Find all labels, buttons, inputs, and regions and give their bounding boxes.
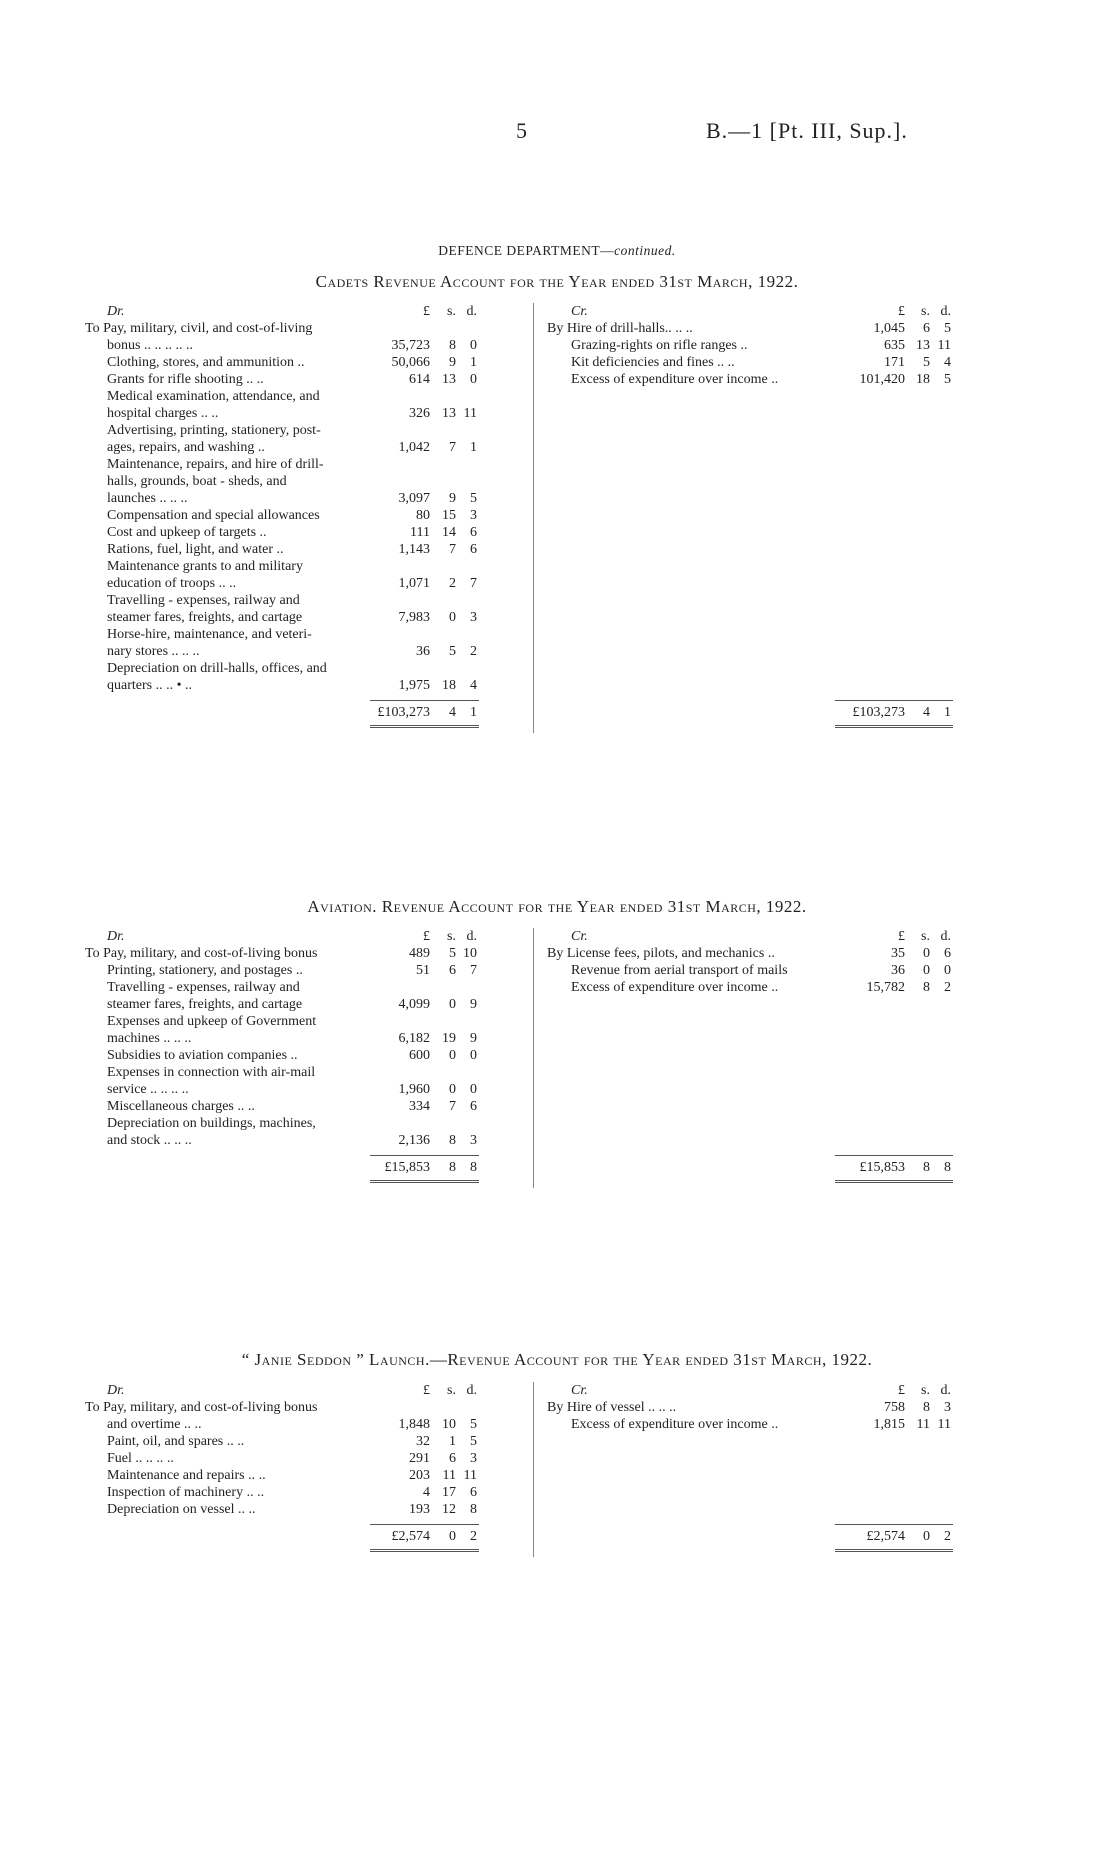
debit-amount-d: 7 (470, 576, 477, 591)
debit-entry-label: Expenses in connection with air-mail (107, 1065, 316, 1080)
credit-total-rule (835, 1524, 953, 1525)
debit-entry-row (85, 1081, 985, 1098)
credit-amount-d: 3 (944, 1400, 951, 1415)
debit-entry-label: To Pay, military, and cost-of-living bonus (85, 946, 318, 961)
debit-entry-label: Maintenance and repairs .. .. (107, 1468, 266, 1483)
debit-amount-d: 5 (470, 1417, 477, 1432)
credit-amount-s: 6 (923, 321, 930, 336)
debit-entry-label: To Pay, military, and cost-of-living bonus (85, 1400, 318, 1415)
dr-cr-divider (533, 928, 534, 1188)
debit-amount-p: 334 (409, 1099, 430, 1114)
debit-entry-row (85, 541, 985, 558)
debit-amount-p: 1,042 (398, 440, 430, 455)
debit-amount-d: 8 (470, 1502, 477, 1517)
debit-amount-s: 12 (442, 1502, 456, 1517)
debit-amount-s: 0 (449, 997, 456, 1012)
debit-entry-label: Clothing, stores, and ammunition .. (107, 355, 305, 370)
credit-total-p: £103,273 (852, 705, 905, 720)
debit-total-d: 2 (470, 1529, 477, 1544)
credit-amount-p: 35 (891, 946, 905, 961)
debit-amount-s: 7 (449, 542, 456, 557)
debit-amount-d: 2 (470, 644, 477, 659)
debit-entry-label: service .. .. .. .. (107, 1082, 189, 1097)
credit-total-row (85, 704, 985, 721)
debit-amount-s: 9 (449, 355, 456, 370)
cr-label: Cr. (571, 304, 588, 319)
debit-amount-p: 291 (409, 1451, 430, 1466)
credit-total-rule (835, 1155, 953, 1156)
debit-amount-p: 51 (416, 963, 430, 978)
debit-entry-label: machines .. .. .. (107, 1031, 192, 1046)
credit-entry-label: Grazing-rights on rifle ranges .. (571, 338, 748, 353)
debit-entry-row (85, 996, 985, 1013)
debit-amount-d: 9 (470, 997, 477, 1012)
credit-currency-header: d. (940, 929, 951, 944)
debit-entry-label: Printing, stationery, and postages .. (107, 963, 303, 978)
debit-amount-d: 7 (470, 963, 477, 978)
aviation-account-title: Aviation. Revenue Account for the Year ended 31st March, 1922. (307, 897, 807, 916)
debit-entry-label: steamer fares, freights, and cartage (107, 610, 303, 625)
debit-amount-d: 4 (470, 678, 477, 693)
debit-amount-p: 1,143 (398, 542, 430, 557)
credit-entry-label: Excess of expenditure over income .. (571, 980, 779, 995)
credit-entry-row (85, 337, 985, 354)
debit-header-row (85, 1382, 985, 1399)
cr-label: Cr. (571, 1383, 588, 1398)
credit-total-d: 2 (944, 1529, 951, 1544)
debit-amount-p: 80 (416, 508, 430, 523)
debit-entry-row (85, 660, 985, 677)
credit-amount-s: 18 (916, 372, 930, 387)
debit-total-double-rule (370, 725, 479, 728)
credit-entry-label: By Hire of vessel .. .. .. (547, 1400, 677, 1415)
debit-entry-row (85, 643, 985, 660)
debit-currency-header: £ (423, 304, 430, 319)
credit-entry-row (85, 354, 985, 371)
debit-entry-label: quarters .. .. • .. (107, 678, 192, 693)
debit-currency-header: d. (466, 1383, 477, 1398)
debit-entry-row (85, 1433, 985, 1450)
debit-entry-label: Medical examination, attendance, and (107, 389, 320, 404)
credit-entry-row (85, 945, 985, 962)
debit-amount-d: 1 (470, 440, 477, 455)
credit-currency-header: £ (898, 1383, 905, 1398)
debit-amount-d: 11 (463, 1468, 477, 1483)
debit-entry-label: nary stores .. .. .. (107, 644, 200, 659)
debit-amount-d: 6 (470, 542, 477, 557)
debit-entry-label: Horse-hire, maintenance, and veteri- (107, 627, 312, 642)
debit-entry-label: Advertising, printing, stationery, post- (107, 423, 321, 438)
credit-amount-d: 5 (944, 321, 951, 336)
credit-amount-d: 0 (944, 963, 951, 978)
credit-amount-s: 0 (923, 946, 930, 961)
credit-total-double-rule (835, 725, 953, 728)
dr-label: Dr. (107, 929, 125, 944)
credit-entry-label: By License fees, pilots, and mechanics .. (547, 946, 775, 961)
debit-currency-header: £ (423, 1383, 430, 1398)
debit-entry-label: Depreciation on vessel .. .. (107, 1502, 256, 1517)
debit-amount-p: 1,848 (398, 1417, 430, 1432)
debit-entry-row (85, 473, 985, 490)
credit-entry-row (85, 1399, 985, 1416)
debit-entry-row (85, 1013, 985, 1030)
debit-entry-row (85, 592, 985, 609)
debit-currency-header: d. (466, 304, 477, 319)
debit-amount-p: 111 (410, 525, 430, 540)
dr-label: Dr. (107, 304, 125, 319)
debit-entry-label: bonus .. .. .. .. .. (107, 338, 193, 353)
debit-header-row (85, 928, 985, 945)
debit-entry-label: Maintenance grants to and military (107, 559, 303, 574)
credit-amount-s: 8 (923, 1400, 930, 1415)
debit-entry-row (85, 1047, 985, 1064)
debit-total-rule (370, 1155, 479, 1156)
debit-amount-p: 489 (409, 946, 430, 961)
credit-entry-row (85, 1416, 985, 1433)
credit-currency-header: d. (940, 1383, 951, 1398)
debit-amount-d: 3 (470, 508, 477, 523)
debit-amount-d: 3 (470, 610, 477, 625)
credit-amount-p: 635 (884, 338, 905, 353)
credit-currency-header: £ (898, 304, 905, 319)
debit-entry-label: Travelling - expenses, railway and (107, 593, 300, 608)
credit-amount-d: 11 (937, 338, 951, 353)
debit-currency-header: s. (447, 304, 456, 319)
debit-total-s: 0 (449, 1529, 456, 1544)
debit-currency-header: s. (447, 929, 456, 944)
credit-total-p: £2,574 (866, 1529, 905, 1544)
debit-entry-label: Travelling - expenses, railway and (107, 980, 300, 995)
debit-amount-p: 2,136 (398, 1133, 430, 1148)
debit-amount-s: 17 (442, 1485, 456, 1500)
page-number: 5 (516, 118, 527, 143)
debit-amount-p: 4 (423, 1485, 430, 1500)
debit-amount-p: 6,182 (398, 1031, 430, 1046)
debit-amount-s: 15 (442, 508, 456, 523)
debit-amount-s: 7 (449, 1099, 456, 1114)
launch-account (85, 1382, 985, 1592)
debit-entry-row (85, 507, 985, 524)
debit-entry-row (85, 575, 985, 592)
credit-currency-header: s. (921, 929, 930, 944)
debit-amount-d: 9 (470, 1031, 477, 1046)
credit-amount-s: 11 (916, 1417, 930, 1432)
debit-entry-label: Subsidies to aviation companies .. (107, 1048, 298, 1063)
credit-total-s: 0 (923, 1529, 930, 1544)
credit-entry-row (85, 371, 985, 388)
credit-amount-s: 13 (916, 338, 930, 353)
credit-amount-s: 8 (923, 980, 930, 995)
debit-amount-p: 600 (409, 1048, 430, 1063)
debit-amount-p: 193 (409, 1502, 430, 1517)
credit-amount-d: 11 (937, 1417, 951, 1432)
credit-amount-p: 758 (884, 1400, 905, 1415)
debit-total-s: 8 (449, 1160, 456, 1175)
credit-total-s: 8 (923, 1160, 930, 1175)
debit-entry-row (85, 1484, 985, 1501)
debit-amount-d: 6 (470, 1099, 477, 1114)
credit-total-d: 8 (944, 1160, 951, 1175)
credit-currency-header: s. (921, 304, 930, 319)
debit-header-row (85, 303, 985, 320)
credit-entry-label: Revenue from aerial transport of mails (571, 963, 788, 978)
dr-cr-divider (533, 1382, 534, 1557)
debit-amount-s: 6 (449, 1451, 456, 1466)
debit-entry-label: Inspection of machinery .. .. (107, 1485, 265, 1500)
debit-amount-d: 6 (470, 1485, 477, 1500)
debit-entry-label: Miscellaneous charges .. .. (107, 1099, 255, 1114)
debit-amount-s: 2 (449, 576, 456, 591)
aviation-account (85, 928, 985, 1208)
debit-entry-row (85, 1450, 985, 1467)
debit-entry-label: steamer fares, freights, and cartage (107, 997, 303, 1012)
debit-entry-row (85, 524, 985, 541)
debit-total-p: £2,574 (391, 1529, 430, 1544)
debit-amount-p: 1,071 (398, 576, 430, 591)
debit-total-p: £15,853 (384, 1160, 430, 1175)
debit-entry-label: Compensation and special allowances (107, 508, 320, 523)
credit-total-rule (835, 700, 953, 701)
credit-entry-row (85, 320, 985, 337)
debit-amount-d: 0 (470, 338, 477, 353)
debit-amount-p: 203 (409, 1468, 430, 1483)
debit-total-d: 8 (470, 1160, 477, 1175)
debit-total-rule (370, 700, 479, 701)
credit-amount-d: 2 (944, 980, 951, 995)
debit-amount-d: 11 (463, 406, 477, 421)
debit-amount-d: 0 (470, 372, 477, 387)
debit-amount-d: 1 (470, 355, 477, 370)
debit-amount-s: 18 (442, 678, 456, 693)
credit-amount-p: 36 (891, 963, 905, 978)
debit-amount-d: 6 (470, 525, 477, 540)
debit-amount-d: 5 (470, 1434, 477, 1449)
debit-entry-row (85, 456, 985, 473)
debit-amount-s: 1 (449, 1434, 456, 1449)
debit-entry-label: Rations, fuel, light, and water .. (107, 542, 284, 557)
debit-currency-header: £ (423, 929, 430, 944)
debit-amount-s: 9 (449, 491, 456, 506)
credit-amount-p: 15,782 (866, 980, 905, 995)
debit-amount-s: 8 (449, 1133, 456, 1148)
debit-amount-p: 1,975 (398, 678, 430, 693)
debit-amount-s: 6 (449, 963, 456, 978)
credit-entry-label: Excess of expenditure over income .. (571, 372, 779, 387)
credit-amount-p: 101,420 (859, 372, 905, 387)
debit-entry-row (85, 439, 985, 456)
credit-entry-row (85, 962, 985, 979)
cr-label: Cr. (571, 929, 588, 944)
credit-entry-label: Excess of expenditure over income .. (571, 1417, 779, 1432)
credit-total-d: 1 (944, 705, 951, 720)
debit-amount-s: 13 (442, 406, 456, 421)
credit-total-double-rule (835, 1180, 953, 1183)
debit-entry-row (85, 558, 985, 575)
credit-total-row (85, 1159, 985, 1176)
debit-entry-label: Grants for rifle shooting .. .. (107, 372, 264, 387)
debit-amount-s: 5 (449, 644, 456, 659)
debit-entry-label: Maintenance, repairs, and hire of drill- (107, 457, 324, 472)
debit-amount-p: 35,723 (391, 338, 430, 353)
debit-amount-s: 8 (449, 338, 456, 353)
debit-entry-row (85, 609, 985, 626)
credit-amount-s: 5 (923, 355, 930, 370)
document-reference: B.—1 [Pt. III, Sup.]. (706, 118, 908, 143)
debit-entry-label: Fuel .. .. .. .. (107, 1451, 174, 1466)
credit-currency-header: d. (940, 304, 951, 319)
debit-entry-row (85, 677, 985, 694)
debit-entry-row (85, 1064, 985, 1081)
debit-entry-row (85, 1132, 985, 1149)
debit-amount-d: 3 (470, 1133, 477, 1148)
debit-total-s: 4 (449, 705, 456, 720)
debit-entry-label: To Pay, military, civil, and cost-of-living (85, 321, 313, 336)
debit-total-rule (370, 1524, 479, 1525)
debit-entry-row (85, 422, 985, 439)
debit-entry-row (85, 405, 985, 422)
debit-entry-row (85, 490, 985, 507)
department-continued: continued. (614, 243, 676, 258)
credit-amount-d: 6 (944, 946, 951, 961)
launch-account-title: “ Janie Seddon ” Launch.—Revenue Account for the Year ended 31st March, 1922. (241, 1350, 873, 1369)
debit-amount-s: 19 (442, 1031, 456, 1046)
debit-amount-p: 614 (409, 372, 430, 387)
debit-amount-s: 7 (449, 440, 456, 455)
debit-amount-d: 5 (470, 491, 477, 506)
debit-amount-p: 326 (409, 406, 430, 421)
credit-entry-label: By Hire of drill-halls.. .. .. (547, 321, 693, 336)
debit-amount-d: 10 (463, 946, 477, 961)
credit-amount-p: 1,045 (873, 321, 905, 336)
debit-amount-d: 0 (470, 1082, 477, 1097)
debit-total-double-rule (370, 1549, 479, 1552)
debit-amount-s: 0 (449, 1048, 456, 1063)
credit-total-p: £15,853 (859, 1160, 905, 1175)
debit-amount-s: 14 (442, 525, 456, 540)
credit-currency-header: £ (898, 929, 905, 944)
debit-entry-row (85, 388, 985, 405)
debit-amount-s: 10 (442, 1417, 456, 1432)
debit-entry-label: Depreciation on drill-halls, offices, and (107, 661, 327, 676)
credit-total-double-rule (835, 1549, 953, 1552)
dr-cr-divider (533, 303, 534, 733)
debit-amount-s: 0 (449, 1082, 456, 1097)
debit-entry-label: hospital charges .. .. (107, 406, 219, 421)
debit-amount-p: 3,097 (398, 491, 430, 506)
credit-total-s: 4 (923, 705, 930, 720)
debit-total-d: 1 (470, 705, 477, 720)
debit-entry-label: Depreciation on buildings, machines, (107, 1116, 316, 1131)
cadets-account-title: Cadets Revenue Account for the Year ended 31st March, 1922. (315, 272, 799, 291)
debit-amount-p: 32 (416, 1434, 430, 1449)
debit-entry-label: and overtime .. .. (107, 1417, 202, 1432)
debit-entry-label: ages, repairs, and washing .. (107, 440, 265, 455)
debit-entry-label: and stock .. .. .. (107, 1133, 192, 1148)
credit-currency-header: s. (921, 1383, 930, 1398)
debit-amount-p: 36 (416, 644, 430, 659)
debit-entry-label: launches .. .. .. (107, 491, 188, 506)
credit-total-row (85, 1528, 985, 1545)
debit-entry-label: Paint, oil, and spares .. .. (107, 1434, 245, 1449)
debit-entry-row (85, 1115, 985, 1132)
debit-total-double-rule (370, 1180, 479, 1183)
debit-entry-label: Cost and upkeep of targets .. (107, 525, 267, 540)
cadets-account (85, 303, 985, 743)
debit-amount-s: 11 (442, 1468, 456, 1483)
debit-amount-p: 4,099 (398, 997, 430, 1012)
debit-amount-s: 0 (449, 610, 456, 625)
debit-amount-d: 0 (470, 1048, 477, 1063)
debit-entry-row (85, 1501, 985, 1518)
debit-entry-row (85, 1467, 985, 1484)
debit-total-p: £103,273 (377, 705, 430, 720)
credit-amount-p: 1,815 (873, 1417, 905, 1432)
debit-entry-label: education of troops .. .. (107, 576, 237, 591)
debit-amount-d: 3 (470, 1451, 477, 1466)
debit-entry-row (85, 626, 985, 643)
credit-entry-label: Kit deficiencies and fines .. .. (571, 355, 735, 370)
credit-amount-s: 0 (923, 963, 930, 978)
credit-amount-d: 5 (944, 372, 951, 387)
credit-amount-p: 171 (884, 355, 905, 370)
debit-currency-header: d. (466, 929, 477, 944)
debit-amount-p: 50,066 (391, 355, 430, 370)
credit-amount-d: 4 (944, 355, 951, 370)
debit-amount-p: 7,983 (398, 610, 430, 625)
debit-entry-row (85, 1030, 985, 1047)
debit-entry-label: halls, grounds, boat - sheds, and (107, 474, 287, 489)
debit-entry-row (85, 1098, 985, 1115)
debit-amount-s: 13 (442, 372, 456, 387)
debit-entry-label: Expenses and upkeep of Government (107, 1014, 317, 1029)
debit-currency-header: s. (447, 1383, 456, 1398)
debit-amount-p: 1,960 (398, 1082, 430, 1097)
department-heading (0, 243, 1114, 259)
dr-label: Dr. (107, 1383, 125, 1398)
debit-amount-s: 5 (449, 946, 456, 961)
credit-entry-row (85, 979, 985, 996)
department-name: DEFENCE DEPARTMENT— (438, 243, 615, 258)
